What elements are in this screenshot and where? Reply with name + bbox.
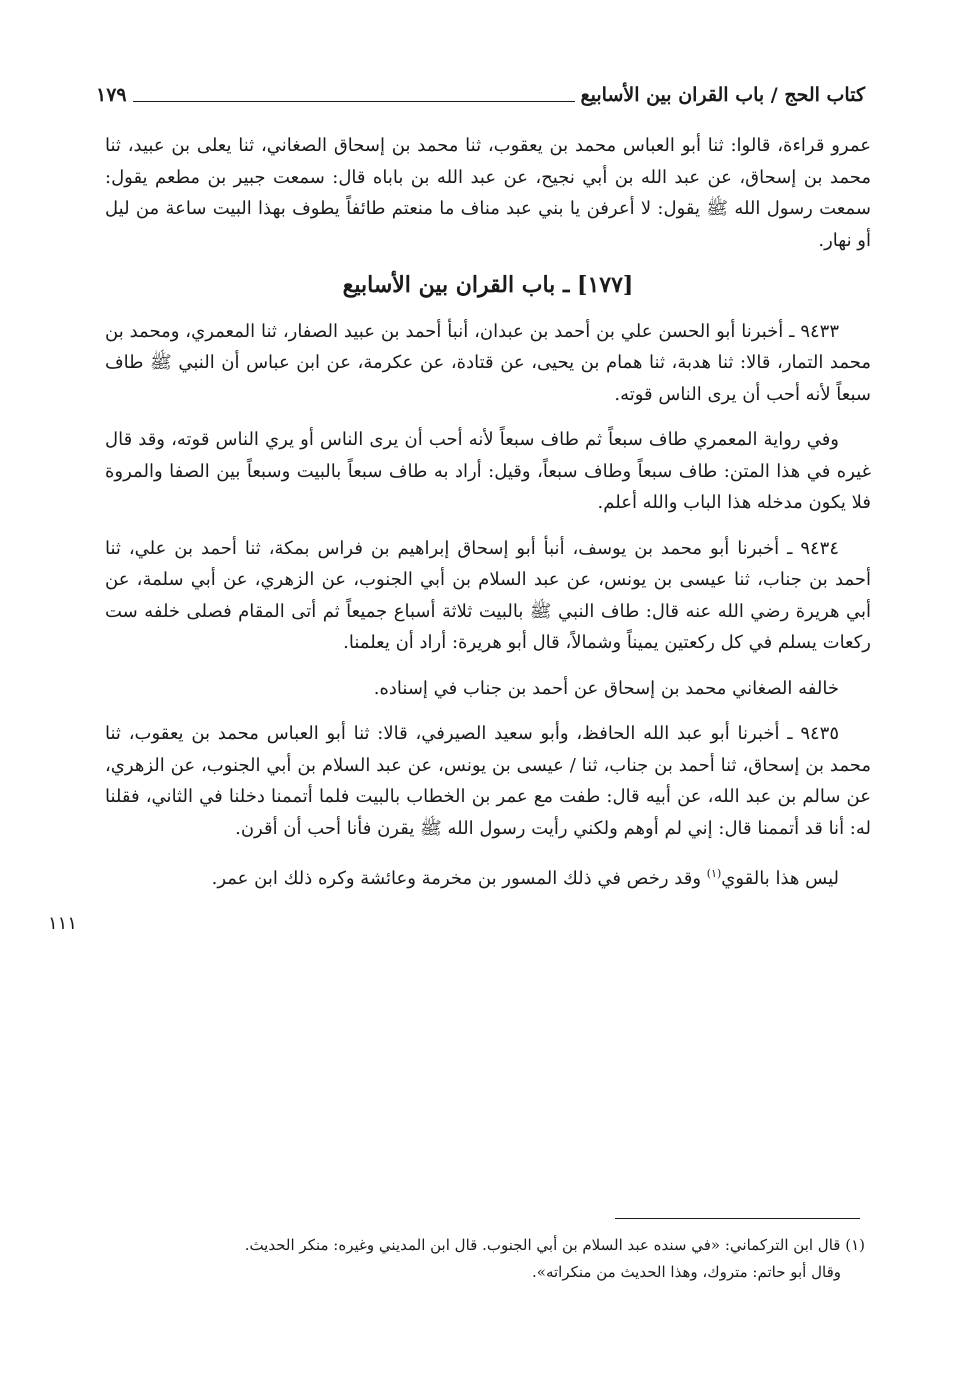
footnote-1-continuation: وقال أبو حاتم: متروك، وهذا الحديث من منكراته». [532, 1263, 841, 1281]
footnote-rule [615, 1218, 860, 1219]
note-paragraph: خالفه الصغاني محمد بن إسحاق عن أحمد بن جناب في إسناده. [373, 677, 839, 699]
section-heading: [١٧٧] ـ باب القران بين الأسابيع [342, 272, 634, 298]
hadith-9434: ٩٤٣٤ ـ أخبرنا أبو محمد بن يوسف، أنبأ أبو إسحاق إبراهيم بن فراس بمكة، ثنا أحمد بن علي، ثنا أحمد بن جناب، ثنا عيسى بن يونس، عن عبد السلام بن أبي الجنوب، عن الزهري، عن أبي سلمة، عن أبي هريرة رضي الله عنه قال: طاف النبي ﷺ بالبيت ثلاثة أسباع جميعاً ثم أتى المقام فصلى خلفه ست ركعات يسلم في كل ركعتين يميناً وشمالاً، قال أبو هريرة: أراد أن يعلمنا. [105, 537, 871, 653]
footnote-reference: (١) [706, 867, 722, 880]
footnotes [105, 1232, 865, 1286]
closing-text-end: وقد رخص في ذلك المسور بن مخرمة وعائشة وكره ذلك ابن عمر. [211, 868, 707, 889]
closing-paragraph [105, 858, 871, 895]
running-header [96, 80, 865, 110]
margin-folio-number: ١١١ [48, 913, 78, 934]
closing-text-start: ليس هذا بالقوي [721, 868, 839, 889]
hadith-9433: ٩٤٣٣ ـ أخبرنا أبو الحسن علي بن أحمد بن عبدان، أنبأ أحمد بن عبيد الصفار، ثنا المعمري، ومحمد بن محمد التمار، قالا: ثنا هدبة، ثنا همام بن يحيى، عن قتادة، عن عكرمة، عن ابن عباس أن النبي ﷺ طاف سبعاً لأنه أحب أن يرى الناس قوته. [105, 320, 871, 405]
paragraph-continuation: عمرو قراءة، قالوا: ثنا أبو العباس محمد بن يعقوب، ثنا محمد بن إسحاق الصغاني، ثنا يعلى بن عبيد، ثنا محمد بن إسحاق، عن عبد الله بن أبي نجيح، عن عبد الله بن باباه قال: سمعت جبير بن مطعم يقول: سمعت رسول الله ﷺ يقول: لا أعرفن يا بني عبد مناف ما منعتم طائفاً يطوف بهذا البيت ساعة من ليل أو نهار. [105, 135, 871, 251]
hadith-9435: ٩٤٣٥ ـ أخبرنا أبو عبد الله الحافظ، وأبو سعيد الصيرفي، قالا: ثنا أبو العباس محمد بن يعقوب، ثنا محمد بن إسحاق، ثنا أحمد بن جناب، ثنا / عيسى بن يونس، عن عبد السلام بن أبي الجنوب، عن الزهري، عن سالم بن عبد الله، عن أبيه قال: طفت مع عمر بن الخطاب بالبيت فلما أتممنا دخلنا في الثاني، فقلنا له: أنا قد أتممنا قال: إني لم أوهم ولكني رأيت رسول الله ﷺ يقرن فأنا أحب أن أقرن. [105, 723, 871, 839]
running-header-title: كتاب الحج / باب القران بين الأسابيع [580, 84, 865, 106]
page-body [105, 130, 871, 909]
page-number: ١٧٩ [96, 84, 127, 106]
header-rule [133, 101, 575, 102]
commentary-paragraph: وفي رواية المعمري طاف سبعاً ثم طاف سبعاً لأنه أحب أن يرى الناس أو يري الناس قوته، وقد قال غيره في هذا المتن: طاف سبعاً وطاف سبعاً، وقيل: أراد به طاف سبعاً بالبيت وسبعاً بين الصفا والمروة فلا يكون مدخله هذا الباب والله أعلم. [105, 429, 871, 513]
footnote-1: (١) قال ابن التركماني: «في سنده عبد السلام بن أبي الجنوب. قال ابن المديني وغيره: منكر الحديث. [244, 1236, 865, 1254]
